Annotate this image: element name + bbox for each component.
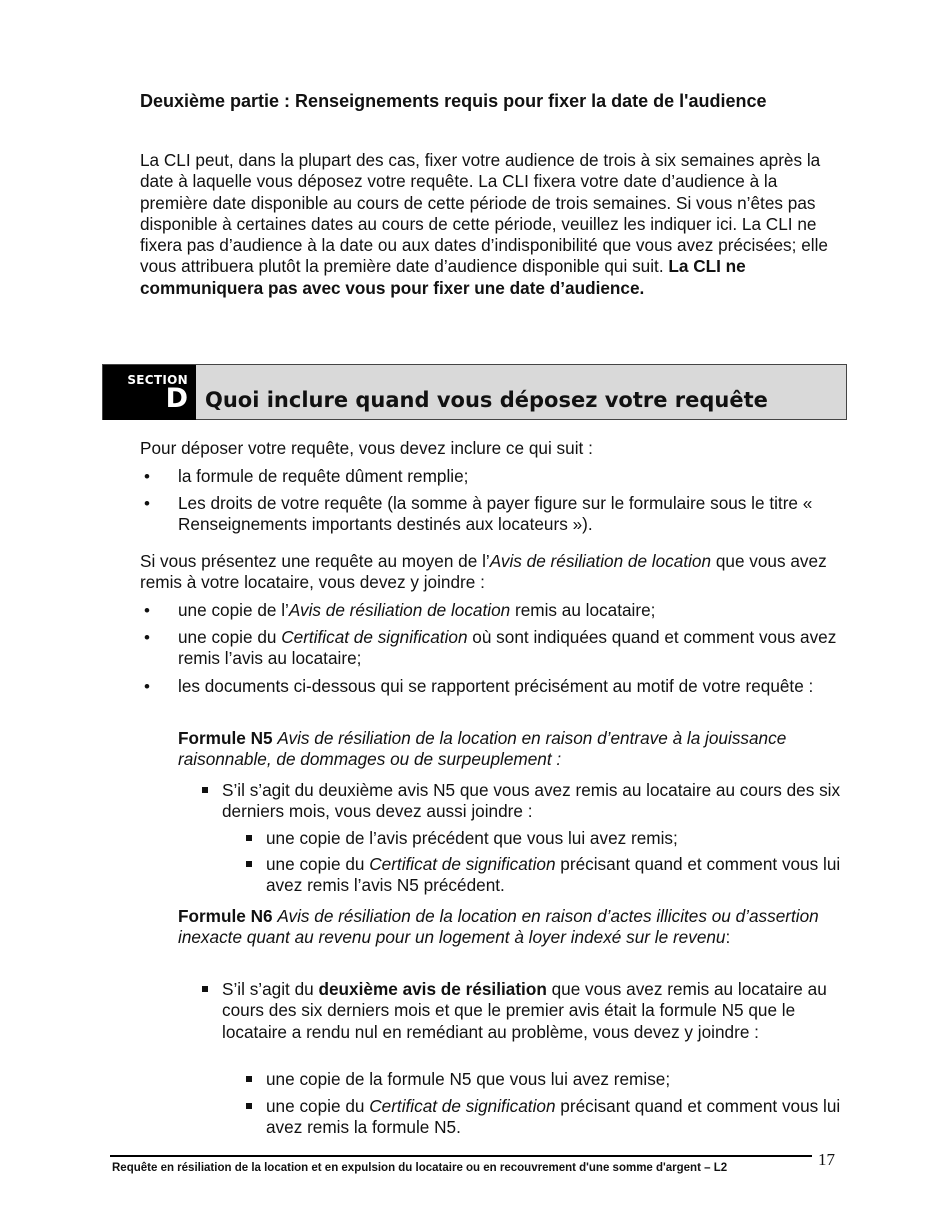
notice-post: que vous avez remis à votre locataire, vous devez y joindre : bbox=[140, 551, 827, 593]
n6-item-bold: deuxième avis de résiliation bbox=[318, 979, 547, 999]
n5-sub2-pre: une copie du bbox=[266, 854, 370, 874]
footer-rule bbox=[110, 1155, 812, 1157]
section-header bbox=[102, 364, 847, 420]
n6-label: Formule N6 bbox=[178, 906, 273, 926]
n6-sub2-italic: Certificat de signification bbox=[369, 1096, 556, 1116]
part-paragraph-bold: La CLI ne communiquera pas avec vous pour fixer une date d’audience. bbox=[140, 256, 746, 298]
n6-title: Avis de résiliation de la location en raison d’actes illicites ou d’assertion inexacte quant au revenu pour un logement à loyer indexé sur le revenu bbox=[178, 906, 819, 948]
n6-title-end: : bbox=[725, 927, 731, 948]
b2-post: où sont indiquées quand et comment vous avez remis l’avis au locataire; bbox=[178, 627, 837, 669]
n6-item-post: que vous avez remis au locataire au cours des six derniers mois et que le premier avis était la formule N5 que le locataire a rendu nul en remédiant au problème, vous devez y joindre : bbox=[222, 979, 827, 1042]
n5-sub2-post: précisant quand et comment vous lui avez remis l’avis N5 précédent. bbox=[266, 854, 841, 896]
section-letter: D bbox=[165, 383, 188, 414]
n6-item bbox=[222, 979, 846, 1043]
list-item bbox=[178, 627, 846, 670]
list-item: • Les droits de votre requête (la somme à payer figure sur le formulaire sous le titre « Renseignements importants destinés aux locateurs »). bbox=[178, 493, 846, 536]
section-tag bbox=[103, 365, 196, 420]
b2-pre: une copie du bbox=[178, 627, 282, 647]
notice-italic: Avis de résiliation de location bbox=[489, 551, 712, 571]
list-item bbox=[178, 600, 846, 621]
notice-paragraph bbox=[140, 551, 845, 594]
part-heading: Deuxième partie : Renseignements requis pour fixer la date de l'audience bbox=[140, 91, 767, 111]
n5-label: Formule N5 bbox=[178, 728, 273, 748]
page-number: 17 bbox=[818, 1150, 835, 1169]
b2-italic: Certificat de signification bbox=[281, 627, 468, 647]
section-word: SECTION bbox=[127, 373, 188, 387]
n5-subitem bbox=[266, 854, 846, 897]
n6-sub2-pre: une copie du bbox=[266, 1096, 370, 1116]
b1-pre: une copie de l’ bbox=[178, 600, 289, 620]
part-paragraph-text: La CLI peut, dans la plupart des cas, fixer votre audience de trois à six semaines après la date à laquelle vous déposez votre requête. La CLI fixera votre date d’audience à la première date disponible au cours de cette période de trois semaines. Si vous n’êtes pas disponible à certaines dates au cours de cette période, veuillez les indiquer ici. La CLI ne fixera pas d’audience à la date ou aux dates d’indisponibilité que vous avez précisées; elle vous attribuera plutôt la première date d’audience disponible qui suit. bbox=[140, 150, 828, 277]
n6-sub2-post: précisant quand et comment vous lui avez remis la formule N5. bbox=[266, 1096, 841, 1138]
notice-pre: Si vous présentez une requête au moyen de l’ bbox=[140, 551, 490, 571]
b1-italic: Avis de résiliation de location bbox=[288, 600, 511, 620]
n5-title: Avis de résiliation de la location en raison d’entrave à la jouissance raisonnable, de dommages ou de surpeuplement : bbox=[178, 728, 787, 770]
n6-heading bbox=[178, 906, 846, 949]
n5-sub2-italic: Certificat de signification bbox=[369, 854, 556, 874]
b1-post: remis au locataire; bbox=[510, 600, 656, 620]
n5-heading bbox=[178, 728, 846, 771]
list-item: • la formule de requête dûment remplie; bbox=[178, 466, 846, 487]
n5-item: S’il s’agit du deuxième avis N5 que vous avez remis au locataire au cours des six derniers mois, vous devez aussi joindre : bbox=[222, 780, 846, 823]
n5-subitem: une copie de l’avis précédent que vous lui avez remis; bbox=[266, 828, 846, 849]
section-title: Quoi inclure quand vous déposez votre requête bbox=[205, 388, 768, 412]
footer-text: Requête en résiliation de la location et en expulsion du locataire ou en recouvrement d'une somme d'argent – L2 bbox=[112, 1162, 728, 1174]
n6-item-pre: S’il s’agit du bbox=[222, 979, 319, 999]
intro-text: Pour déposer votre requête, vous devez inclure ce qui suit : bbox=[140, 438, 593, 458]
n6-subitem: une copie de la formule N5 que vous lui avez remise; bbox=[266, 1069, 846, 1090]
list-item: • les documents ci-dessous qui se rapportent précisément au motif de votre requête : bbox=[178, 676, 846, 697]
part-paragraph bbox=[140, 150, 845, 299]
n6-subitem bbox=[266, 1096, 846, 1139]
